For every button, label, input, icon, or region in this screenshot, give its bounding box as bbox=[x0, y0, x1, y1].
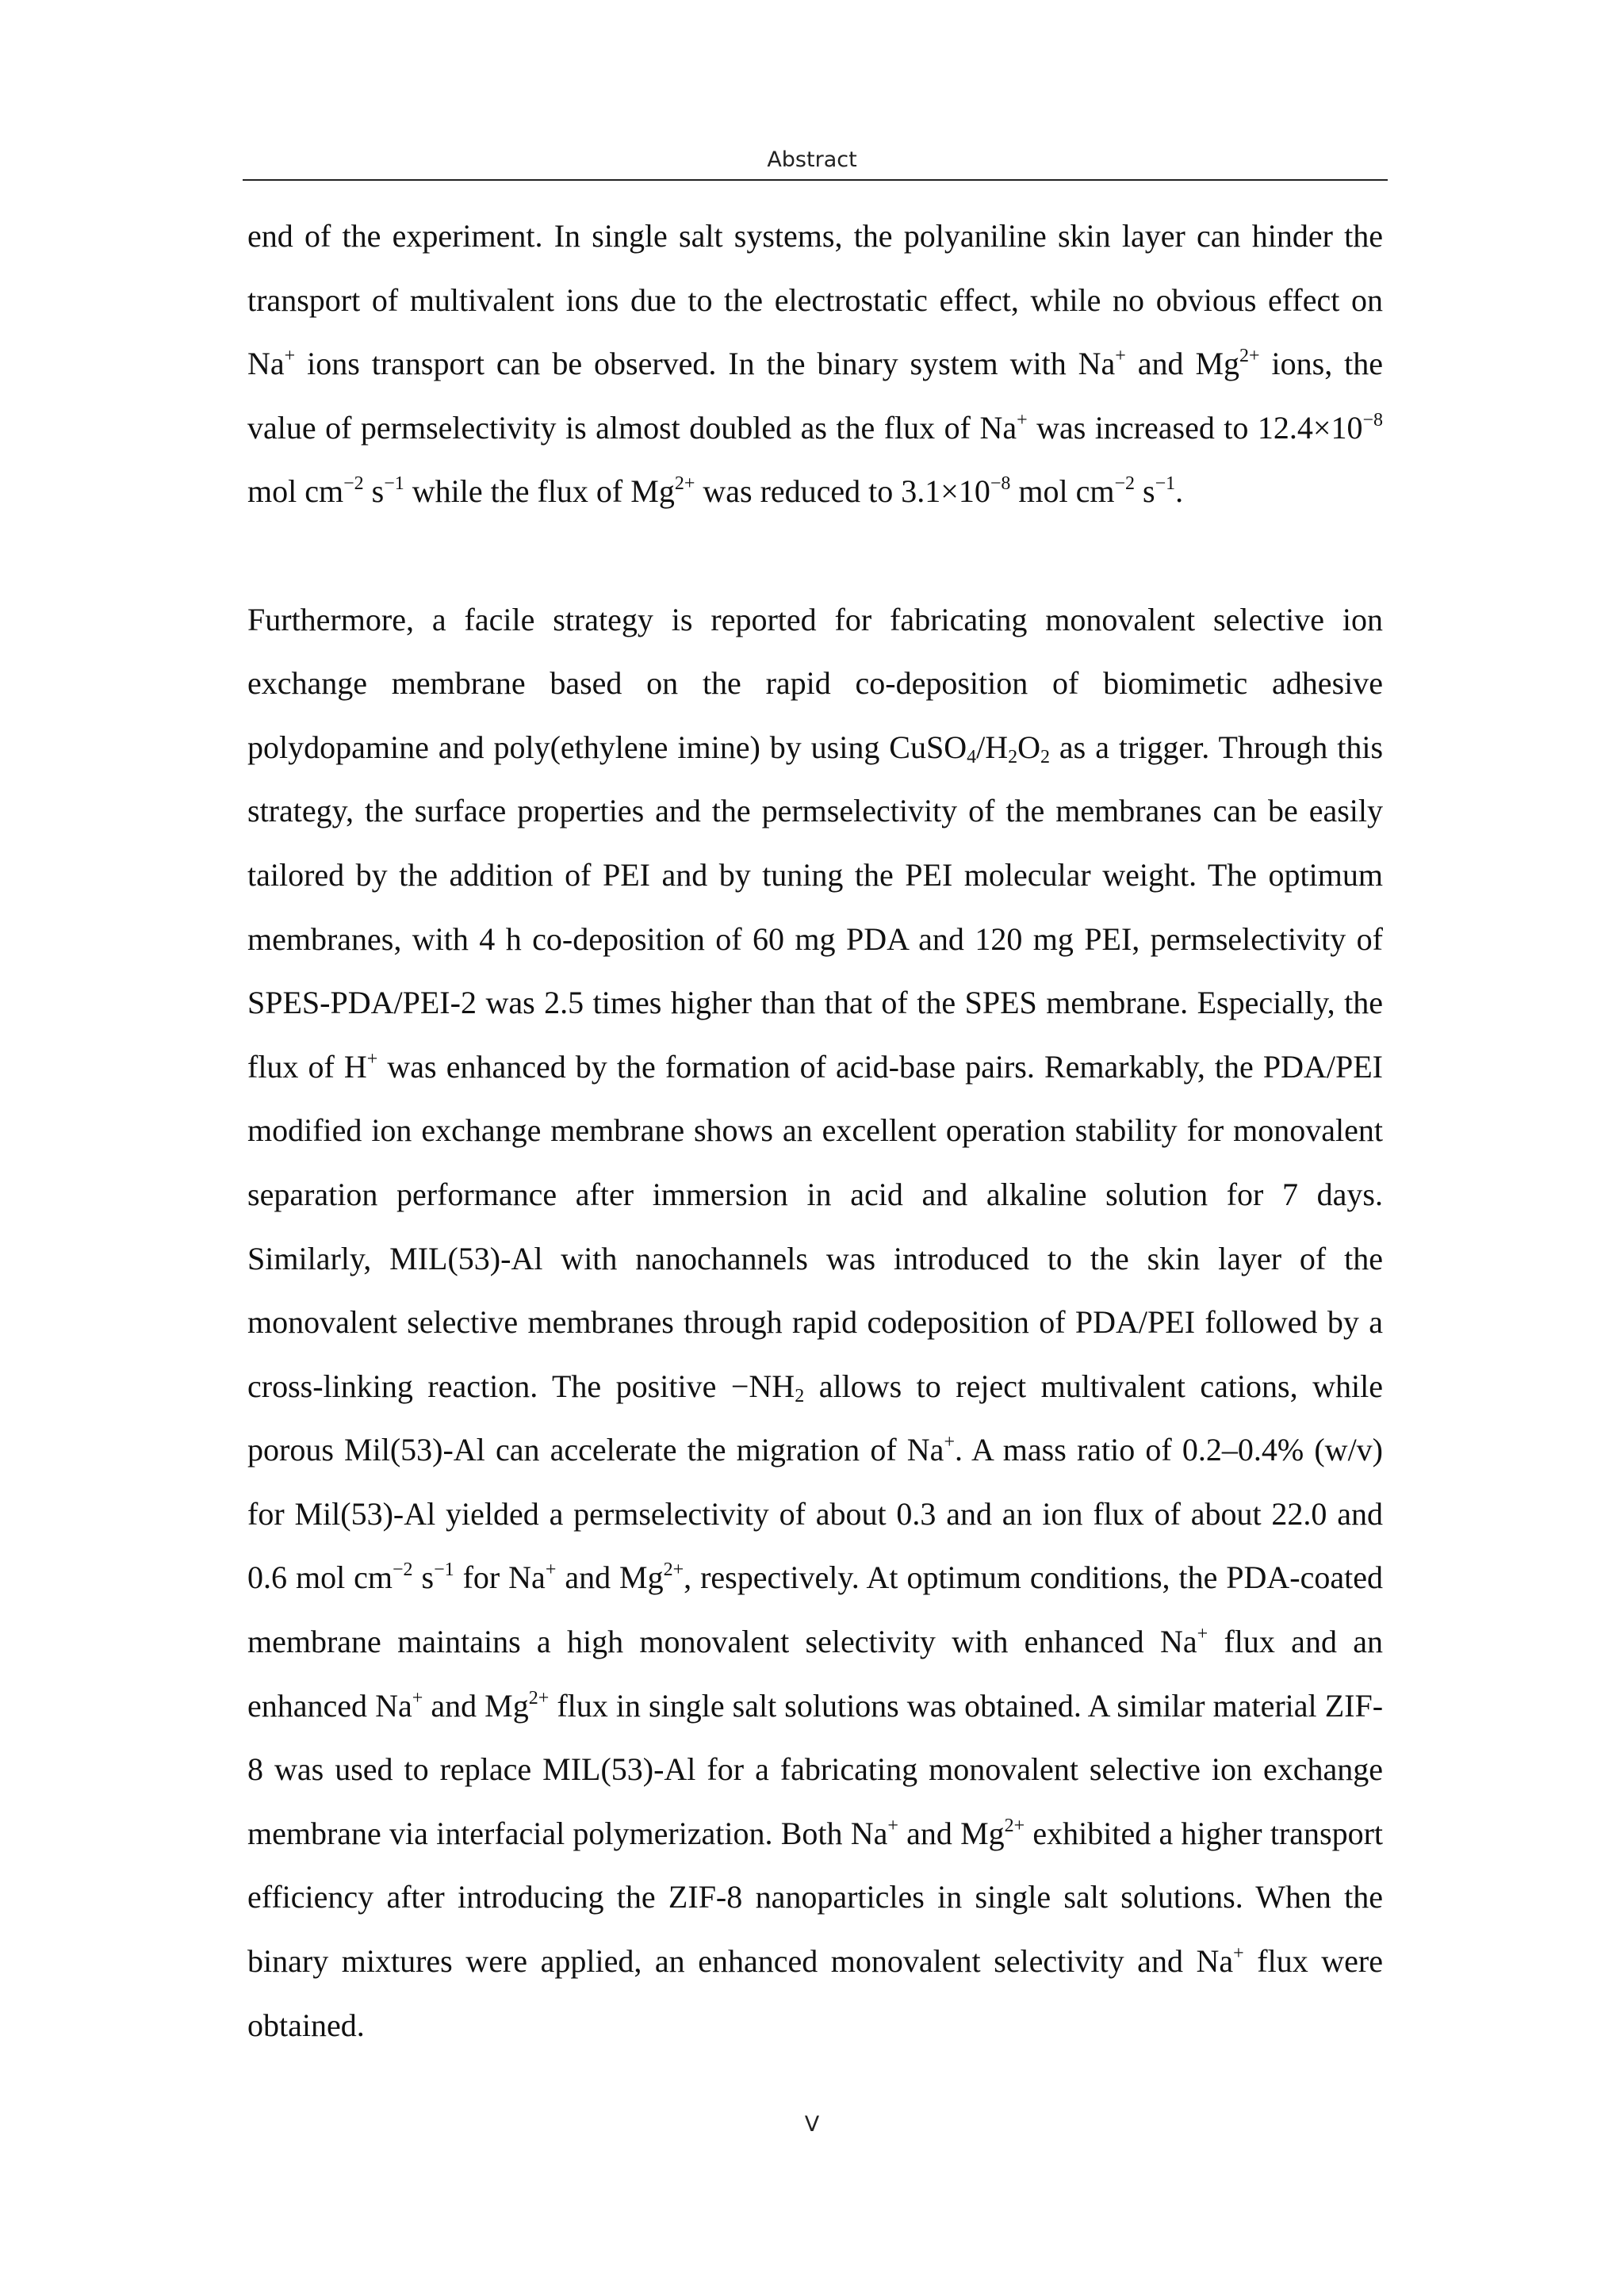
header-rule bbox=[243, 179, 1388, 181]
page-number: V bbox=[804, 2112, 820, 2137]
paragraph-1: end of the experiment. In single salt systems, the polyaniline skin layer can hinder the transport of multivalent ions due to the electrostatic effect, while no obvious effect on Na+ ions transport can be observed. In the binary system with Na+ and $Mg^{2+}$ ions, the value of permselectivity is almost doubled as the flux of Na+ was increased to $12.4\times 10^{-8}$ mol $cm^{-2}$ $s^{-1}$ while the flux of $Mg^{2+}$ was reduced to $3.1\times 10^{-8}$ mol $cm^{-2}$ $s^{-1}$. bbox=[247, 218, 1384, 510]
running-header: Abstract bbox=[767, 147, 857, 172]
paragraph-2: Furthermore, a facile strategy is reported for fabricating monovalent selective ion exchange membrane based on the rapid co-deposition of biomimetic adhesive polydopamine and poly(ethylene imine) by using $CuSO_4/H_2O_2$ as a trigger. Through this strategy, the surface properties and the permselectivity of the membranes can be easily tailored by the addition of PEI and by tuning the PEI molecular weight. The optimum membranes, with 4 h co-deposition of 60 mg PDA and 120 mg PEI, permselectivity of SPES-PDA/PEI-2 was 2.5 times higher than that of the SPES membrane. Especially, the flux of H+ was enhanced by the formation of acid-base pairs. Remarkably, the PDA/PEI modified ion exchange membrane shows an excellent operation stability for monovalent separation performance after immersion in acid and alkaline solution for 7 days. Similarly, MIL(53)-Al with nanochannels was introduced to the skin layer of the monovalent selective membranes through rapid codeposition of PDA/PEI followed by a cross-linking reaction. The positive $-NH_2$ allows to reject multivalent cations, while porous Mil(53)-Al can accelerate the migration of Na+. A mass ratio of 0.2–0.4% (w/v) for Mil(53)-Al yielded a permselectivity of about 0.3 and an ion flux of about 22.0 and 0.6 mol $cm^{-2}$ $s^{-1}$ for Na+ and $Mg^{2+}$, respectively. At optimum conditions, the PDA-coated membrane maintains a high monovalent selectivity with enhanced Na+ flux and an enhanced Na+ and $Mg^{2+}$ flux in single salt solutions was obtained. A similar material ZIF-8 was used to replace MIL(53)-Al for a fabricating monovalent selective ion exchange membrane via interfacial polymerization. Both Na+ and $Mg^{2+}$ exhibited a higher transport efficiency after introducing the ZIF-8 nanoparticles in single salt solutions. When the binary mixtures were applied, an enhanced monovalent selectivity and Na+ flux were obtained. bbox=[247, 601, 1384, 2043]
abstract-body bbox=[247, 205, 1383, 2057]
